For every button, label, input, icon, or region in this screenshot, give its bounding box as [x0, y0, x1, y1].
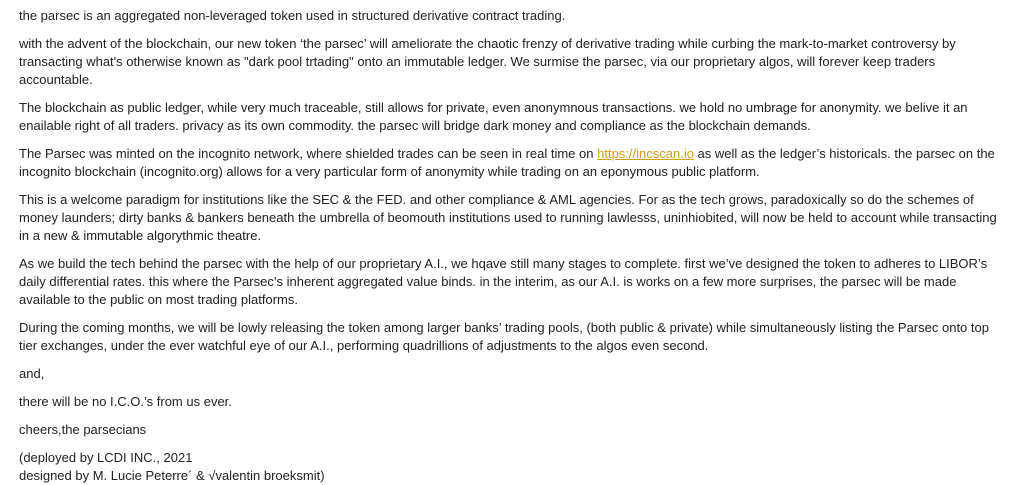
paragraph-public-ledger: The blockchain as public ledger, while very much traceable, still allows for private, even anonymnous transactions. we hold no umbrage for anonymity. we belive it an enailable right of all traders. privacy as its own commodity. the parsec will bridge dark money and compliance as the blockchain demands. [19, 100, 968, 133]
paragraph-incognito-network [19, 145, 1004, 181]
credits-deployed: (deployed by LCDI INC., 2021 [19, 450, 193, 465]
paragraph-signoff: cheers,the parsecians [19, 422, 147, 437]
paragraph-and: and, [19, 366, 45, 381]
paragraph-incognito-text-before: The Parsec was minted on the incognito network, where shielded trades can be seen in real time on [19, 146, 598, 161]
paragraph-tech-build: As we build the tech behind the parsec with the help of our proprietary A.I., we hqave still many stages to complete. first we’ve designed the token to adheres to LIBOR’s daily differential rates. this where the Parsec’s inherent aggregated value binds. in the interim, as our A.I. is works on a few more surprises, the parsec will be made available to the public on most trading platforms. [19, 256, 988, 307]
paragraph-coming-months: During the coming months, we will be lowly releasing the token among larger banks’ trading pools, (both public & private) while simultaneously listing the Parsec onto top tier exchanges, under the ever watchful eye of our A.I., performing quadrillions of adjustments to the algos even second. [19, 320, 989, 353]
paragraph-paradigm: This is a welcome paradigm for institutions like the SEC & the FED. and other compliance & AML agencies. For as the tech grows, paradoxically so do the schemes of money launders; dirty banks & bankers beneath the umbrella of beomouth institutions used to running lawlesss, uninhiobited, will now be held to account while transacting in a new & immutable algorythmic theatre. [19, 192, 997, 243]
incscan-link[interactable]: https://incscan.io [597, 146, 694, 161]
paragraph-intro: the parsec is an aggregated non-leveraged token used in structured derivative contract trading. [19, 8, 566, 23]
paragraph-credits [19, 449, 1004, 485]
paragraph-incognito-text-after: as well as the ledger’s historicals. the parsec on the incognito blockchain (incognito.org) allows for a very particular form of anonymity while trading on an eponymous public platform. [19, 146, 995, 179]
credits-designed: designed by M. Lucie Peterre´ & √valentin broeksmit) [19, 468, 325, 483]
paragraph-no-ico: there will be no I.C.O.’s from us ever. [19, 394, 232, 409]
paragraph-blockchain-advent: with the advent of the blockchain, our new token ‘the parsec’ will ameliorate the chaotic frenzy of derivative trading while curbing the mark-to-market controversy by transacting what's otherwise known as "dark pool trtading" onto an immutable ledger. We surmise the parsec, via our proprietary algos, will forever keep traders accountable. [19, 36, 956, 87]
